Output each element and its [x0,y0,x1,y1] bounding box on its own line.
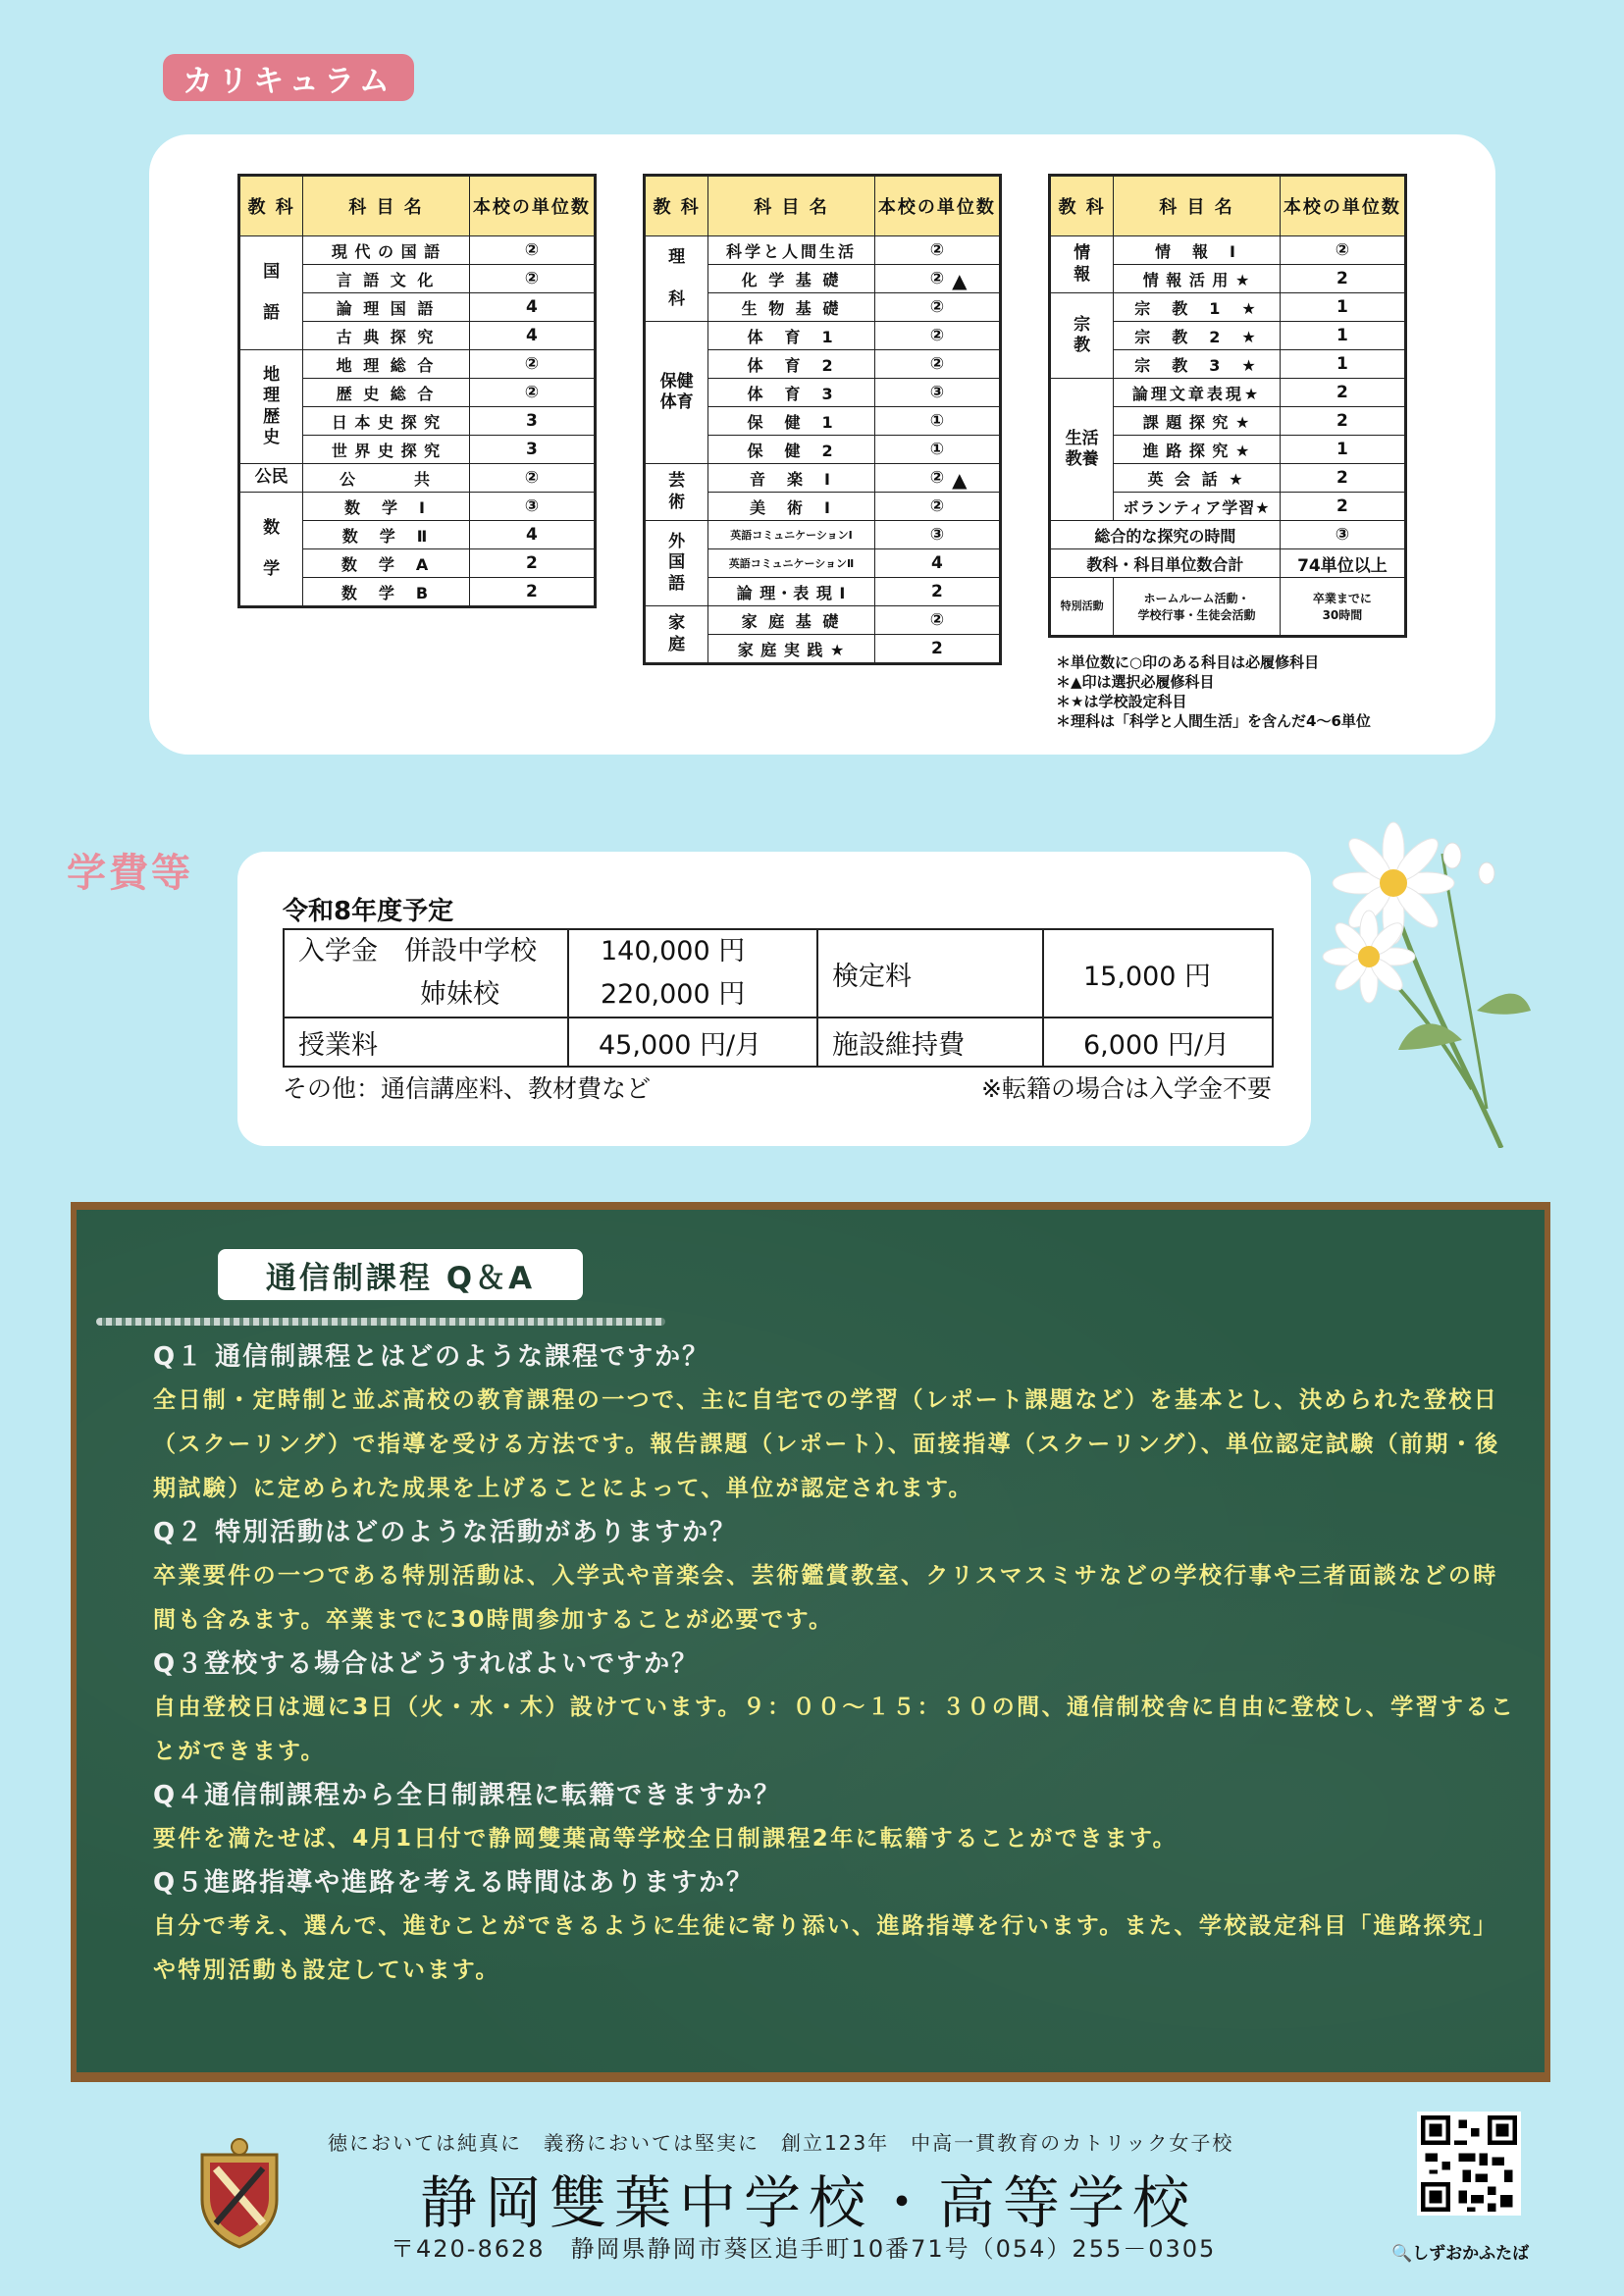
fees-subtitle: 令和8年度予定 [283,897,454,926]
unit-count [1280,293,1405,322]
fees-other: その他：通信講座料、教材費など [283,1074,652,1103]
subject-name: 数 学 Ⅱ [303,521,470,549]
entry-value-1: 140,000 円 [601,936,746,966]
curriculum-tag: カリキュラム [163,54,414,101]
table-row [645,322,1001,350]
unit-count [469,578,595,607]
unit-value: 2 [1336,496,1348,516]
unit-count [469,379,595,407]
subject-category: 家 庭 [645,606,708,664]
table-row [645,521,1001,549]
subject-name: 進 路 探 究 ★ [1114,436,1281,464]
unit-value: ② [524,354,540,374]
table-row [1050,236,1406,265]
subject-name: 生 物 基 礎 [708,293,875,322]
table-header: 教 科 [239,176,303,236]
summary-value: ③ [1280,521,1405,549]
unit-count [1280,236,1405,265]
subject-name: 音 楽 Ⅰ [708,464,875,493]
unit-value: 2 [931,582,943,601]
answer: 自分で考え、選んで、進むことができるように生徒に寄り添い、進路指導を行います。また、学校設定科目「進路探究」や特別活動も設定しています。 [153,1913,1498,1983]
subject-name: 宗 教 1 ★ [1114,293,1281,322]
subject-name: 歴 史 総 合 [303,379,470,407]
unit-count [1280,265,1405,293]
search-keyword: しずおかふたば [1412,2244,1530,2264]
unit-count [469,407,595,436]
table-header: 科 目 名 [303,176,470,236]
chalkboard [71,1202,1550,2082]
subject-name: 体 育 1 [708,322,875,350]
note-line: ＊▲印は選択必履修科目 [1056,673,1215,691]
subject-name: 情 報 活 用 ★ [1114,265,1281,293]
subject-category: 公民 [239,464,303,493]
subject-name: 論 理・表 現 Ⅰ [708,578,875,606]
unit-count [874,464,1000,493]
curriculum-table-2 [643,174,1002,665]
table-row [239,493,596,521]
subject-category: 地 理 歴 史 [239,350,303,464]
subject-name: 科学と人間生活 [708,236,875,265]
question: Q１ 通信制課程とはどのような課程ですか？ [153,1342,710,1372]
unit-count [469,493,595,521]
subject-name: 公 共 [303,464,470,493]
tuition-label: 授業料 [284,1018,568,1067]
unit-value: 2 [1336,411,1348,431]
unit-count [874,379,1000,407]
unit-value: ② [929,354,945,374]
entry-label-2: 姉妹校 [420,979,499,1010]
unit-count [469,464,595,493]
unit-value: 3 [526,440,538,459]
unit-value: 2 [526,582,538,601]
unit-count [469,436,595,464]
special-activity-label: 特別活動 [1050,578,1114,637]
table-header: 教 科 [645,176,708,236]
search-icon: 🔍 [1391,2244,1413,2264]
subject-category: 生活 教養 [1050,379,1114,521]
answer: 自由登校日は週に3日（火・水・木）設けています。９：００～１５：３０の間、通信制校舎に自由に登校し、学習することができます。 [153,1695,1516,1764]
curriculum-table-1 [237,174,597,608]
unit-count [1280,407,1405,436]
unit-value: 2 [526,553,538,573]
subject-name: 課 題 探 究 ★ [1114,407,1281,436]
unit-value: ② [524,240,540,260]
special-activity-unit: 卒業までに 30時間 [1280,578,1405,637]
note-line: ＊理科は「科学と人間生活」を含んだ4～6単位 [1056,712,1371,730]
fees-note: ※転籍の場合は入学金不要 [981,1074,1272,1103]
unit-value: 2 [1336,468,1348,488]
unit-count [874,265,1000,293]
unit-count [874,350,1000,379]
unit-value: 4 [526,297,538,317]
unit-value: ② [929,326,945,345]
unit-count [874,493,1000,521]
qr-code-icon[interactable] [1417,2112,1521,2216]
table-row [645,236,1001,265]
unit-value: 4 [526,525,538,545]
unit-count [469,293,595,322]
unit-count [874,322,1000,350]
unit-value: 4 [931,553,943,573]
unit-value: ② ▲ [929,468,968,492]
entry-value-2: 220,000 円 [601,979,746,1010]
summary-label: 教科・科目単位数合計 [1050,549,1281,578]
unit-count [1280,379,1405,407]
unit-value: 2 [1336,383,1348,402]
unit-value: ① [929,440,945,459]
subject-name: 宗 教 3 ★ [1114,350,1281,379]
school-address: 〒420-8628 静岡県静岡市葵区追手町10番71号（054）255－0305 [391,2235,1217,2263]
answer: 全日制・定時制と並ぶ高校の教育課程の一つで、主に自宅での学習（レポート課題など）を基本とし、決められた登校日（スクーリング）で指導を受ける方法です。報告課題（レポート）、面接指導（スクーリング）、単位認定試験（前期・後期試験）に定められた成果を上げることによって、単位が認定されます。 [153,1387,1500,1501]
subject-name: 数 学 Ⅰ [303,493,470,521]
subject-category: 宗 教 [1050,293,1114,379]
facility-value: 6,000 円/月 [1043,1018,1273,1067]
subject-name: 言 語 文 化 [303,265,470,293]
entry-fee-values [568,929,817,1018]
unit-count [1280,350,1405,379]
note-line: ＊単位数に○印のある科目は必履修科目 [1056,653,1320,671]
table-row [1050,578,1406,637]
question: Q４通信制課程から全日制課程に転籍できますか？ [153,1781,782,1810]
school-crest-icon [192,2135,287,2249]
unit-value: 2 [931,639,943,658]
unit-count [874,521,1000,549]
unit-count [469,549,595,578]
fees-title: 学費等 [67,851,193,896]
table-header: 教 科 [1050,176,1114,236]
facility-label: 施設維持費 [817,1018,1043,1067]
table-row [239,350,596,379]
subject-category: 数 学 [239,493,303,607]
subject-name: 家 庭 基 礎 [708,606,875,635]
qa-list [153,1335,1517,1993]
subject-name: 宗 教 2 ★ [1114,322,1281,350]
unit-value: 1 [1336,440,1348,459]
tuition-value: 45,000 円/月 [568,1018,817,1067]
subject-name: 美 術 Ⅰ [708,493,875,521]
subject-category: 理 科 [645,236,708,322]
unit-value: ② [524,468,540,488]
unit-count [469,350,595,379]
table-header: 本校の単位数 [874,176,1000,236]
subject-name: 数 学 B [303,578,470,607]
unit-count [874,606,1000,635]
subject-name: 化 学 基 礎 [708,265,875,293]
question: Q２ 特別活動はどのような活動がありますか？ [153,1518,738,1547]
entry-fee-label [284,929,568,1018]
school-name: 静岡雙葉中学校・高等学校 [420,2169,1198,2236]
special-activity-name: ホームルーム活動・ 学校行事・生徒会活動 [1114,578,1281,637]
table-row [239,464,596,493]
subject-category: 情 報 [1050,236,1114,293]
subject-name: 情 報 Ⅰ [1114,236,1281,265]
unit-value: 1 [1336,297,1348,317]
daisy-illustration [1315,814,1541,1148]
exam-fee-value: 15,000 円 [1043,929,1273,1018]
subject-category: 保健 体育 [645,322,708,464]
qa-tag: 通信制課程 Q＆A [218,1249,583,1300]
subject-name: 英語コミュニケーションⅡ [708,549,875,578]
fees-card [237,852,1311,1146]
subject-name: 世 界 史 探 究 [303,436,470,464]
triangle-mark-icon: ▲ [952,468,968,492]
answer: 要件を満たせば、4月1日付で静岡雙葉高等学校全日制課程2年に転籍することができます。 [153,1826,1178,1852]
unit-value: ② [929,240,945,260]
table-row [239,236,596,265]
unit-value: ② [929,496,945,516]
table-row [645,464,1001,493]
unit-count [1280,322,1405,350]
subject-name: 数 学 A [303,549,470,578]
subject-name: 体 育 3 [708,379,875,407]
table-header: 本校の単位数 [469,176,595,236]
unit-value: 3 [526,411,538,431]
unit-value: ① [929,411,945,431]
subject-name: 日 本 史 探 究 [303,407,470,436]
table-row [645,606,1001,635]
table-row [1050,379,1406,407]
table-row [1050,549,1406,578]
table-header: 科 目 名 [708,176,875,236]
subject-name: 論理文章表現★ [1114,379,1281,407]
unit-count [1280,464,1405,493]
unit-value: 2 [1336,269,1348,288]
curriculum-notes [1056,652,1371,731]
unit-value: ③ [929,525,945,545]
unit-value: 1 [1336,354,1348,374]
subject-category: 芸 術 [645,464,708,521]
unit-value: ② [929,297,945,317]
subject-name: 古 典 探 究 [303,322,470,350]
triangle-mark-icon: ▲ [952,269,968,292]
summary-value: 74単位以上 [1280,549,1405,578]
summary-label: 総合的な探究の時間 [1050,521,1281,549]
note-line: ＊★は学校設定科目 [1056,693,1187,710]
unit-count [469,521,595,549]
unit-count [874,436,1000,464]
unit-value: 4 [526,326,538,345]
subject-name: 英 会 話 ★ [1114,464,1281,493]
subject-name: 論 理 国 語 [303,293,470,322]
subject-category: 国 語 [239,236,303,350]
unit-count [1280,436,1405,464]
unit-count [874,407,1000,436]
table-header: 科 目 名 [1114,176,1281,236]
question: Q３登校する場合はどうすればよいですか？ [153,1649,700,1679]
entry-label-1: 入学金 併設中学校 [298,936,537,966]
subject-name: 保 健 2 [708,436,875,464]
table-header: 本校の単位数 [1280,176,1405,236]
unit-count [1280,493,1405,521]
table-row [1050,293,1406,322]
unit-value: ② [1335,240,1350,260]
table-row [1050,521,1406,549]
unit-value: 1 [1336,326,1348,345]
subject-category: 外 国 語 [645,521,708,606]
unit-count [469,322,595,350]
unit-count [874,635,1000,664]
search-label[interactable] [1391,2239,1529,2264]
unit-value: ② [524,269,540,288]
subject-name: 体 育 2 [708,350,875,379]
subject-name: 英語コミュニケーションⅠ [708,521,875,549]
curriculum-table-3 [1048,174,1407,638]
subject-name: 地 理 総 合 [303,350,470,379]
unit-value: ③ [929,383,945,402]
answer: 卒業要件の一つである特別活動は、入学式や音楽会、芸術鑑賞教室、クリスマスミサなどの学校行事や三者面談などの時間も含みます。卒業までに30時間参加することが必要です。 [153,1563,1498,1633]
chalk-line [96,1318,665,1326]
subject-name: 現 代 の 国 語 [303,236,470,265]
unit-count [469,236,595,265]
question: Q５進路指導や進路を考える時間はありますか？ [153,1868,755,1898]
unit-count [874,549,1000,578]
subject-name: ボランティア学習★ [1114,493,1281,521]
unit-value: ③ [524,496,540,516]
unit-count [874,236,1000,265]
unit-value: ② [524,383,540,402]
exam-fee-label: 検定料 [817,929,1043,1018]
unit-value: ② [929,610,945,630]
footer-motto: 徳においては純真に 義務においては堅実に 創立123年 中高一貫教育のカトリック女子校 [328,2131,1234,2155]
unit-count [874,293,1000,322]
subject-name: 保 健 1 [708,407,875,436]
fees-table [283,928,1274,1068]
unit-count [874,578,1000,606]
unit-value: ② ▲ [929,269,968,292]
unit-count [469,265,595,293]
subject-name: 家 庭 実 践 ★ [708,635,875,664]
